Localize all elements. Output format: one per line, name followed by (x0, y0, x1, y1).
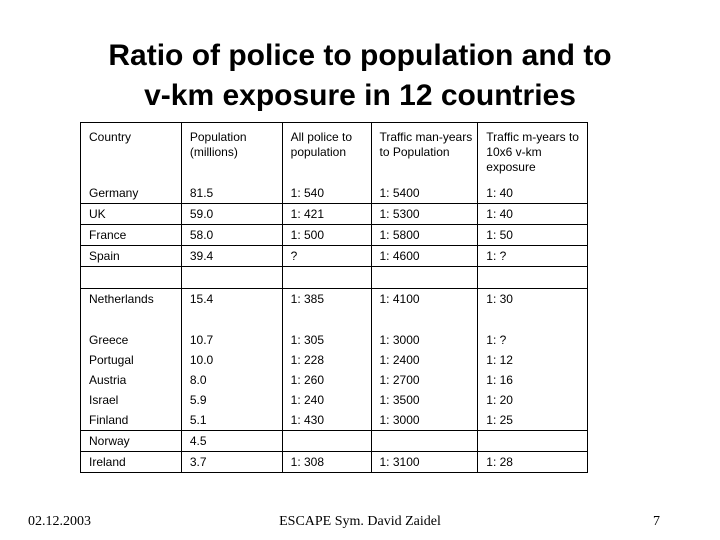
cell-all-police: ? (282, 246, 371, 267)
cell-country: Israel (81, 390, 182, 410)
table-row (81, 246, 588, 267)
cell-population: 5.9 (181, 390, 282, 410)
table-row (81, 370, 588, 390)
cell-traffic-man-years (371, 267, 478, 289)
cell-all-police: 1: 260 (282, 370, 371, 390)
cell-traffic-exposure: 1: 12 (478, 350, 588, 370)
cell-all-police (282, 267, 371, 289)
slide-title (0, 36, 720, 116)
table-row (81, 183, 588, 204)
cell-all-police (282, 309, 371, 330)
cell-traffic-man-years: 1: 5300 (371, 204, 478, 225)
cell-all-police: 1: 421 (282, 204, 371, 225)
table-row (81, 390, 588, 410)
cell-traffic-man-years (371, 431, 478, 452)
header-population: Population (millions) (181, 123, 282, 184)
cell-country: Norway (81, 431, 182, 452)
cell-all-police: 1: 430 (282, 410, 371, 431)
header-traffic-man-years: Traffic man-years to Population (371, 123, 478, 184)
cell-traffic-exposure: 1: 16 (478, 370, 588, 390)
cell-traffic-exposure: 1: 30 (478, 289, 588, 310)
cell-population (181, 309, 282, 330)
cell-traffic-exposure (478, 431, 588, 452)
cell-all-police: 1: 385 (282, 289, 371, 310)
cell-traffic-man-years: 1: 4600 (371, 246, 478, 267)
cell-population: 58.0 (181, 225, 282, 246)
cell-traffic-exposure: 1: 28 (478, 452, 588, 473)
header-traffic-exposure: Traffic m-years to 10x6 v-km exposure (478, 123, 588, 184)
cell-traffic-exposure: 1: 25 (478, 410, 588, 431)
cell-country: Spain (81, 246, 182, 267)
table-row (81, 410, 588, 431)
cell-population: 5.1 (181, 410, 282, 431)
cell-country: Greece (81, 330, 182, 350)
footer-page-number: 7 (653, 514, 660, 529)
table-row (81, 225, 588, 246)
cell-country: Portugal (81, 350, 182, 370)
cell-all-police: 1: 228 (282, 350, 371, 370)
cell-population: 10.7 (181, 330, 282, 350)
cell-traffic-exposure: 1: 40 (478, 204, 588, 225)
cell-all-police: 1: 540 (282, 183, 371, 204)
header-country: Country (81, 123, 182, 184)
cell-country: Finland (81, 410, 182, 431)
cell-population: 10.0 (181, 350, 282, 370)
table-row (81, 267, 588, 289)
cell-traffic-exposure (478, 267, 588, 289)
slide-title-line-2: v-km exposure in 12 countries (144, 79, 576, 112)
cell-traffic-man-years: 1: 3000 (371, 410, 478, 431)
cell-all-police: 1: 240 (282, 390, 371, 410)
cell-population: 39.4 (181, 246, 282, 267)
cell-traffic-man-years (371, 309, 478, 330)
cell-traffic-man-years: 1: 3100 (371, 452, 478, 473)
header-all-police: All police to population (282, 123, 371, 184)
table-row (81, 452, 588, 473)
cell-traffic-exposure (478, 309, 588, 330)
cell-country: Ireland (81, 452, 182, 473)
table-row (81, 204, 588, 225)
cell-traffic-exposure: 1: ? (478, 330, 588, 350)
cell-population: 15.4 (181, 289, 282, 310)
cell-traffic-man-years: 1: 2400 (371, 350, 478, 370)
table-header-row (81, 123, 588, 184)
table-row (81, 431, 588, 452)
cell-population: 81.5 (181, 183, 282, 204)
cell-country: France (81, 225, 182, 246)
cell-traffic-exposure: 1: 40 (478, 183, 588, 204)
cell-traffic-man-years: 1: 5800 (371, 225, 478, 246)
cell-traffic-man-years: 1: 3000 (371, 330, 478, 350)
cell-all-police: 1: 500 (282, 225, 371, 246)
footer-author: ESCAPE Sym. David Zaidel (279, 514, 441, 529)
cell-country: Austria (81, 370, 182, 390)
cell-traffic-man-years: 1: 3500 (371, 390, 478, 410)
cell-population: 59.0 (181, 204, 282, 225)
cell-population: 4.5 (181, 431, 282, 452)
cell-traffic-exposure: 1: 20 (478, 390, 588, 410)
cell-population: 8.0 (181, 370, 282, 390)
cell-all-police: 1: 305 (282, 330, 371, 350)
cell-population (181, 267, 282, 289)
table-row (81, 350, 588, 370)
cell-traffic-exposure: 1: 50 (478, 225, 588, 246)
police-ratio-table (80, 122, 588, 473)
cell-country: Netherlands (81, 289, 182, 310)
table-row (81, 289, 588, 310)
cell-all-police (282, 431, 371, 452)
footer-date: 02.12.2003 (28, 514, 91, 529)
cell-population: 3.7 (181, 452, 282, 473)
slide-title-line-1: Ratio of police to population and to (108, 39, 612, 72)
cell-traffic-man-years: 1: 4100 (371, 289, 478, 310)
table-row (81, 330, 588, 350)
cell-traffic-man-years: 1: 2700 (371, 370, 478, 390)
cell-traffic-man-years: 1: 5400 (371, 183, 478, 204)
cell-country (81, 309, 182, 330)
cell-country: UK (81, 204, 182, 225)
cell-country: Germany (81, 183, 182, 204)
cell-all-police: 1: 308 (282, 452, 371, 473)
cell-country (81, 267, 182, 289)
cell-traffic-exposure: 1: ? (478, 246, 588, 267)
table-row (81, 309, 588, 330)
